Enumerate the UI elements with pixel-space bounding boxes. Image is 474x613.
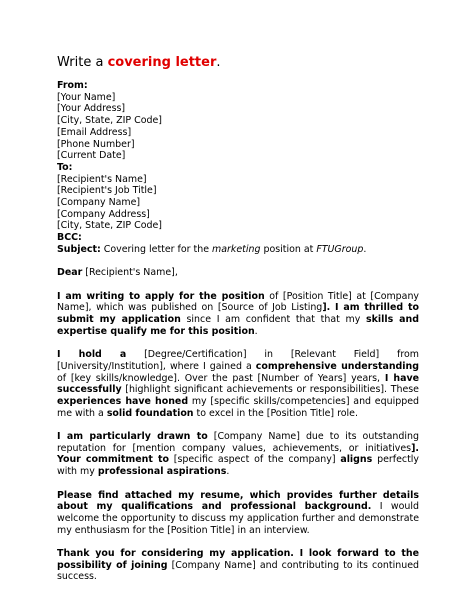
p2-bold-c: comprehensive understanding (255, 360, 420, 372)
p2-text-b: [Degree/Certification] in [Relevant Field] from [University/Institution], where I gained a (57, 349, 419, 372)
paragraph-intro (57, 291, 419, 338)
to-address: [Company Address] (57, 208, 150, 220)
subject-company: FTUGroup (316, 243, 364, 255)
p2-bold-g: experiences have honed (57, 395, 189, 407)
p1-bold-c: ]. I am thrilled to submit my application (57, 302, 419, 326)
p3-bold-g: professional aspirations (97, 466, 227, 478)
title-highlight: covering letter (107, 55, 217, 70)
paragraph-company (57, 431, 419, 478)
p2-bold-a: I hold a (57, 349, 127, 361)
p3-bold-e: aligns (340, 454, 373, 466)
p3-bold-c: ]. Your commitment to (57, 442, 419, 466)
subject-line (57, 244, 419, 256)
salutation-name: [Recipient's Name], (82, 267, 178, 279)
title-suffix: . (216, 55, 221, 70)
p5-text-b: [Company Name] and contributing to its continued success. (57, 559, 420, 583)
title-prefix: Write a (57, 55, 108, 70)
p2-text-d: of [key skills/knowledge]. Over the past [Number of Years] years, (57, 372, 385, 384)
bcc-label: BCC: (57, 232, 82, 244)
to-city: [City, State, ZIP Code] (57, 220, 162, 232)
p2-text-h: my [specific skills/competencies] and equipped me with a (57, 395, 419, 419)
to-job-title: [Recipient's Job Title] (57, 185, 157, 197)
p1-text-b: of [Position Title] at [Company Name], which was published on [Source of Job Listing (57, 290, 420, 314)
from-phone: [Phone Number] (57, 138, 135, 150)
to-name: [Recipient's Name] (57, 173, 147, 185)
p2-bold-i: solid foundation (106, 407, 194, 419)
from-label: From: (57, 80, 88, 91)
p3-text-h: . (226, 466, 230, 478)
from-city: [City, State, ZIP Code] (57, 115, 162, 127)
p1-bold-e: skills and expertise qualify me for this position (57, 314, 419, 337)
subject-text-mid: position at (260, 243, 317, 255)
p4-bold-a: Please find attached my resume, which provides further details about my qualifications and professional background. (57, 489, 419, 513)
to-label: To: (57, 161, 73, 173)
p3-text-f: perfectly with my (57, 454, 419, 478)
from-date: [Current Date] (57, 150, 126, 162)
subject-text: Covering letter for the (100, 243, 213, 255)
salutation (57, 267, 419, 279)
paragraph-qualifications (57, 349, 419, 419)
p2-bold-e: I have successfully (57, 372, 419, 396)
salutation-dear: Dear (57, 267, 83, 279)
p5-bold-a: Thank you for considering my application. I look forward to the possibility of joining (57, 548, 419, 571)
from-email: [Email Address] (57, 126, 132, 138)
p2-text-j: to excel in the [Position Title] role. (193, 407, 358, 419)
p4-text-b: I would welcome the opportunity to discuss my application further and demonstrate my enthusiasm for the [Position Title] in an interview. (57, 501, 419, 536)
from-name: [Your Name] (57, 91, 116, 103)
subject-text-end: . (363, 243, 367, 255)
p2-text-f: [highlight significant achievements or responsibilities]. These (121, 384, 419, 396)
p3-text-d: [specific aspect of the company] (168, 454, 341, 466)
letter-body (57, 80, 419, 583)
p1-bold-a: I am writing to apply for the position (57, 290, 265, 302)
page-title (57, 55, 221, 71)
p3-bold-a: I am particularly drawn to (57, 431, 208, 443)
subject-role: marketing (212, 243, 261, 255)
p1-text-d: since I am confident that that my (180, 314, 366, 326)
subject-label: Subject: (57, 243, 101, 255)
letter-header (57, 80, 419, 256)
p1-text-f: . (254, 325, 258, 337)
to-company: [Company Name] (57, 197, 141, 209)
p3-text-b: [Company Name] due to its outstanding reputation for [mention company values, achievements, or initiatives (57, 431, 419, 454)
from-address: [Your Address] (57, 103, 126, 115)
paragraph-closing (57, 548, 419, 583)
paragraph-resume (57, 490, 419, 537)
